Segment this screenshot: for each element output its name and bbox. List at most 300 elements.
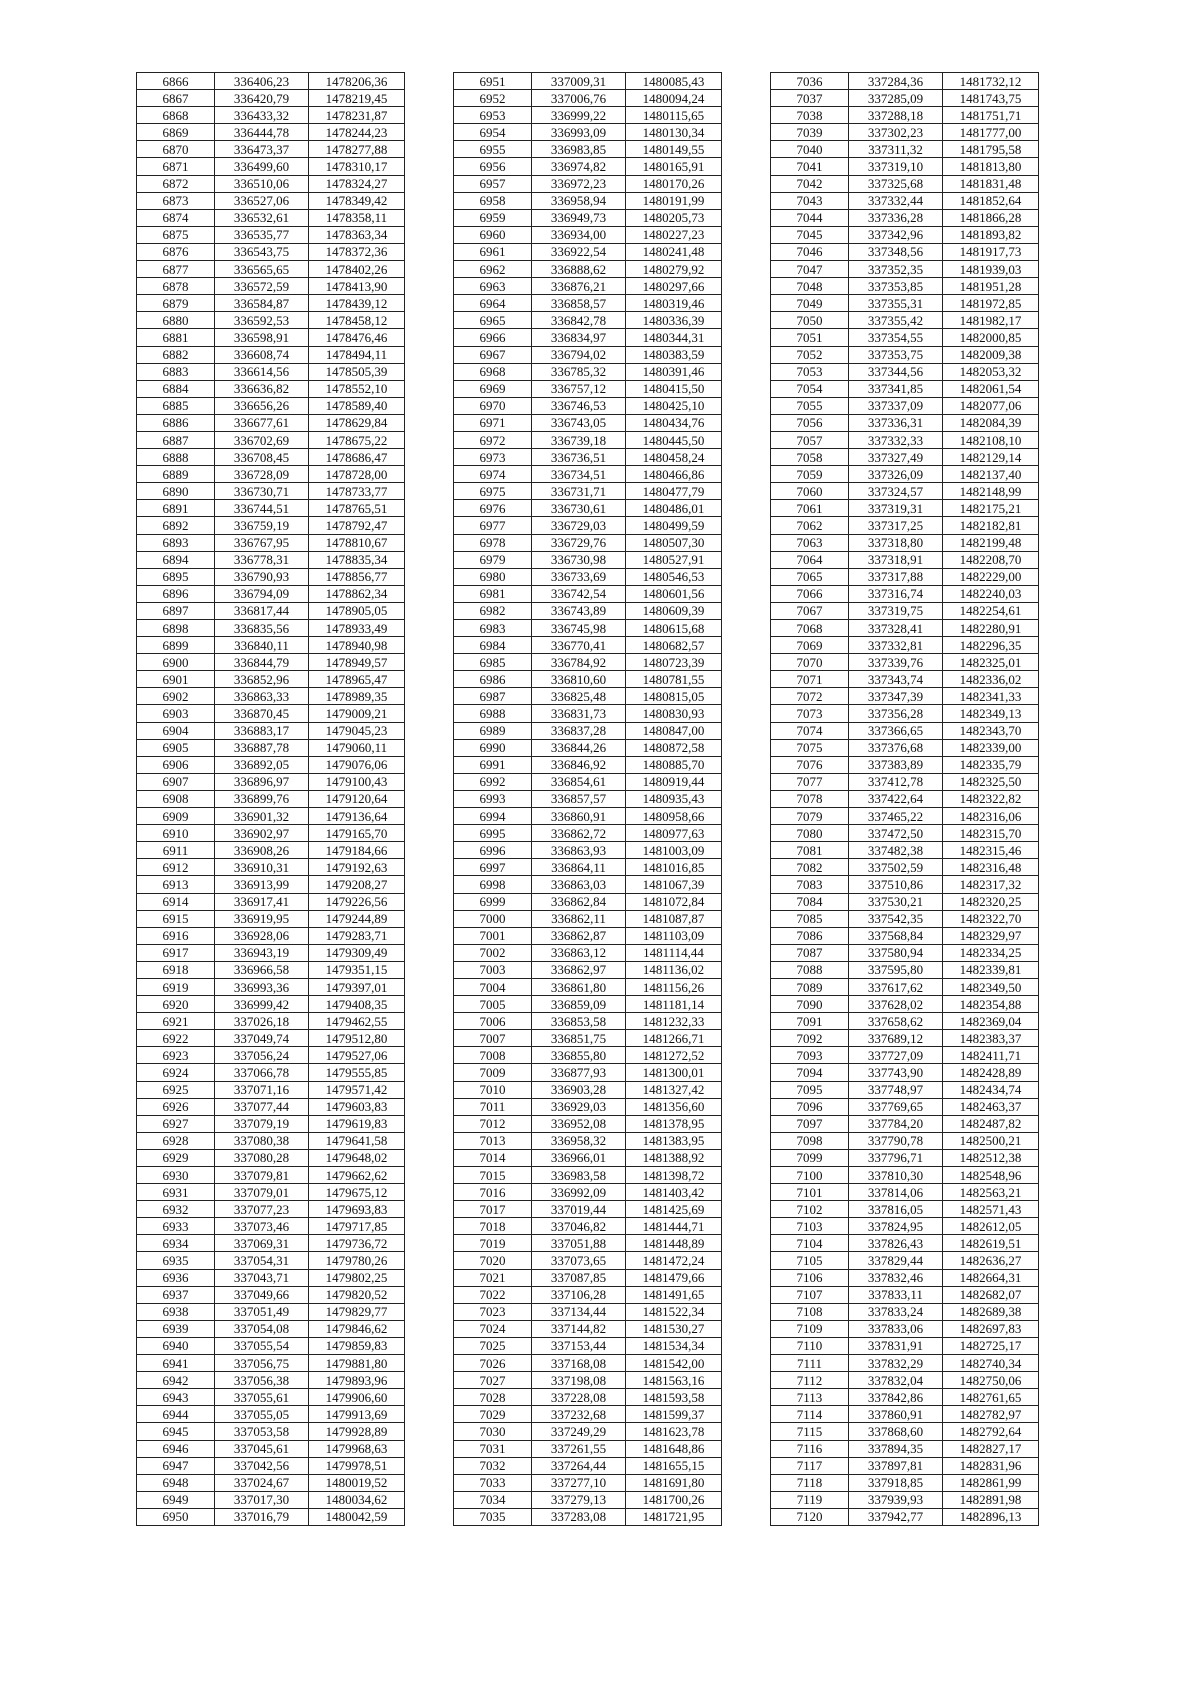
y-coordinate-cell: 1480546,53 [626,568,722,585]
table-row [454,1389,722,1406]
x-coordinate-cell: 336888,62 [532,261,626,278]
y-coordinate-cell: 1482369,04 [943,1013,1039,1030]
point-number-cell: 7000 [454,910,532,927]
point-number-cell: 6964 [454,295,532,312]
y-coordinate-cell: 1482682,07 [943,1286,1039,1303]
x-coordinate-cell: 336728,09 [215,466,309,483]
y-coordinate-cell: 1481777,00 [943,124,1039,141]
x-coordinate-cell: 336730,98 [532,551,626,568]
point-number-cell: 6923 [137,1047,215,1064]
point-number-cell: 6975 [454,483,532,500]
table-row [771,568,1039,585]
table-row [454,1372,722,1389]
point-number-cell: 6872 [137,175,215,192]
y-coordinate-cell: 1479603,83 [309,1098,405,1115]
point-number-cell: 7022 [454,1286,532,1303]
table-row [454,876,722,893]
x-coordinate-cell: 336736,51 [532,449,626,466]
y-coordinate-cell: 1478686,47 [309,449,405,466]
point-number-cell: 7012 [454,1115,532,1132]
y-coordinate-cell: 1481972,85 [943,295,1039,312]
table-row [137,1389,405,1406]
table-row [454,107,722,124]
table-row [137,1508,405,1525]
y-coordinate-cell: 1482199,48 [943,534,1039,551]
x-coordinate-cell: 337049,74 [215,1030,309,1047]
point-number-cell: 6924 [137,1064,215,1081]
y-coordinate-cell: 1478363,34 [309,226,405,243]
table-row [771,1201,1039,1218]
x-coordinate-cell: 337317,88 [849,568,943,585]
y-coordinate-cell: 1480149,55 [626,141,722,158]
y-coordinate-cell: 1482619,51 [943,1235,1039,1252]
y-coordinate-cell: 1481648,86 [626,1440,722,1457]
x-coordinate-cell: 336592,53 [215,312,309,329]
point-number-cell: 6932 [137,1201,215,1218]
y-coordinate-cell: 1482254,61 [943,602,1039,619]
x-coordinate-cell: 336864,11 [532,859,626,876]
y-coordinate-cell: 1481951,28 [943,278,1039,295]
table-row [137,842,405,859]
table-row [454,1115,722,1132]
point-number-cell: 7018 [454,1218,532,1235]
point-number-cell: 6963 [454,278,532,295]
y-coordinate-cell: 1482463,37 [943,1098,1039,1115]
point-number-cell: 7017 [454,1201,532,1218]
point-number-cell: 7088 [771,961,849,978]
table-row [771,346,1039,363]
y-coordinate-cell: 1482334,25 [943,944,1039,961]
point-number-cell: 6918 [137,961,215,978]
point-number-cell: 6893 [137,534,215,551]
table-row [454,261,722,278]
x-coordinate-cell: 337897,81 [849,1457,943,1474]
table-row [771,739,1039,756]
table-row [454,808,722,825]
y-coordinate-cell: 1478231,87 [309,107,405,124]
table-row [137,312,405,329]
table-row [454,73,722,90]
point-number-cell: 6949 [137,1491,215,1508]
x-coordinate-cell: 337017,30 [215,1491,309,1508]
table-row [771,90,1039,107]
table-row [137,1098,405,1115]
y-coordinate-cell: 1480815,05 [626,688,722,705]
y-coordinate-cell: 1479662,62 [309,1167,405,1184]
y-coordinate-cell: 1482792,64 [943,1423,1039,1440]
table-row [454,1337,722,1354]
y-coordinate-cell: 1481378,95 [626,1115,722,1132]
table-row [137,773,405,790]
y-coordinate-cell: 1479408,35 [309,996,405,1013]
table-row [454,1098,722,1115]
table-row [137,825,405,842]
table-row [137,380,405,397]
x-coordinate-cell: 336708,45 [215,449,309,466]
point-number-cell: 6897 [137,602,215,619]
x-coordinate-cell: 337542,35 [849,910,943,927]
table-row [771,312,1039,329]
point-number-cell: 7037 [771,90,849,107]
table-row [137,1320,405,1337]
y-coordinate-cell: 1482182,81 [943,517,1039,534]
x-coordinate-cell: 337530,21 [849,893,943,910]
table-row [771,209,1039,226]
x-coordinate-cell: 337842,86 [849,1389,943,1406]
point-number-cell: 7033 [454,1474,532,1491]
point-number-cell: 7053 [771,363,849,380]
x-coordinate-cell: 336810,60 [532,671,626,688]
y-coordinate-cell: 1480615,68 [626,620,722,637]
x-coordinate-cell: 336952,08 [532,1115,626,1132]
x-coordinate-cell: 337482,38 [849,842,943,859]
table-row [137,414,405,431]
point-number-cell: 6874 [137,209,215,226]
table-row [454,1252,722,1269]
y-coordinate-cell: 1478476,46 [309,329,405,346]
point-number-cell: 7074 [771,722,849,739]
table-row [771,1457,1039,1474]
x-coordinate-cell: 336853,58 [532,1013,626,1030]
x-coordinate-cell: 336784,92 [532,654,626,671]
point-number-cell: 6900 [137,654,215,671]
y-coordinate-cell: 1482689,38 [943,1303,1039,1320]
y-coordinate-cell: 1481327,42 [626,1081,722,1098]
table-row [137,1064,405,1081]
x-coordinate-cell: 337344,56 [849,363,943,380]
point-number-cell: 7023 [454,1303,532,1320]
point-number-cell: 6887 [137,431,215,448]
y-coordinate-cell: 1482354,88 [943,996,1039,1013]
table-row [137,1013,405,1030]
x-coordinate-cell: 336535,77 [215,226,309,243]
y-coordinate-cell: 1479512,80 [309,1030,405,1047]
y-coordinate-cell: 1482612,05 [943,1218,1039,1235]
y-coordinate-cell: 1482411,71 [943,1047,1039,1064]
point-number-cell: 6884 [137,380,215,397]
point-number-cell: 6915 [137,910,215,927]
table-row [771,466,1039,483]
point-number-cell: 7107 [771,1286,849,1303]
y-coordinate-cell: 1481691,80 [626,1474,722,1491]
y-coordinate-cell: 1482664,31 [943,1269,1039,1286]
table-row [454,551,722,568]
point-number-cell: 6944 [137,1406,215,1423]
point-number-cell: 7031 [454,1440,532,1457]
point-number-cell: 6911 [137,842,215,859]
point-number-cell: 6947 [137,1457,215,1474]
y-coordinate-cell: 1479192,63 [309,859,405,876]
x-coordinate-cell: 336743,89 [532,602,626,619]
point-number-cell: 6868 [137,107,215,124]
point-number-cell: 7119 [771,1491,849,1508]
table-row [771,722,1039,739]
table-row [137,261,405,278]
y-coordinate-cell: 1482500,21 [943,1132,1039,1149]
table-row [771,483,1039,500]
y-coordinate-cell: 1478310,17 [309,158,405,175]
table-row [137,790,405,807]
x-coordinate-cell: 337343,74 [849,671,943,688]
table-row [771,243,1039,260]
table-row [454,1286,722,1303]
x-coordinate-cell: 337051,88 [532,1235,626,1252]
x-coordinate-cell: 336983,58 [532,1167,626,1184]
table-row [454,192,722,209]
x-coordinate-cell: 336958,32 [532,1132,626,1149]
y-coordinate-cell: 1482296,35 [943,637,1039,654]
y-coordinate-cell: 1482831,96 [943,1457,1039,1474]
point-number-cell: 7047 [771,261,849,278]
x-coordinate-cell: 337868,60 [849,1423,943,1440]
y-coordinate-cell: 1481479,66 [626,1269,722,1286]
table-row [137,1252,405,1269]
y-coordinate-cell: 1480319,46 [626,295,722,312]
table-row [137,637,405,654]
x-coordinate-cell: 337510,86 [849,876,943,893]
y-coordinate-cell: 1482175,21 [943,500,1039,517]
y-coordinate-cell: 1478324,27 [309,175,405,192]
table-row [771,261,1039,278]
point-number-cell: 7101 [771,1184,849,1201]
point-number-cell: 7064 [771,551,849,568]
table-row [454,978,722,995]
x-coordinate-cell: 337073,65 [532,1252,626,1269]
table-row [771,825,1039,842]
point-number-cell: 7007 [454,1030,532,1047]
y-coordinate-cell: 1481813,80 [943,158,1039,175]
table-row [137,517,405,534]
x-coordinate-cell: 337066,78 [215,1064,309,1081]
point-number-cell: 7056 [771,414,849,431]
table-row [454,1013,722,1030]
table-row [771,1167,1039,1184]
table-row [137,500,405,517]
x-coordinate-cell: 337832,46 [849,1269,943,1286]
table-row [137,1149,405,1166]
y-coordinate-cell: 1479045,23 [309,722,405,739]
point-number-cell: 7043 [771,192,849,209]
y-coordinate-cell: 1481751,71 [943,107,1039,124]
x-coordinate-cell: 336842,78 [532,312,626,329]
point-number-cell: 6954 [454,124,532,141]
x-coordinate-cell: 337769,65 [849,1098,943,1115]
y-coordinate-cell: 1479527,06 [309,1047,405,1064]
point-number-cell: 7039 [771,124,849,141]
x-coordinate-cell: 336794,09 [215,585,309,602]
point-number-cell: 7111 [771,1355,849,1372]
point-number-cell: 6919 [137,978,215,995]
y-coordinate-cell: 1478219,45 [309,90,405,107]
x-coordinate-cell: 337352,35 [849,261,943,278]
table-row [771,1320,1039,1337]
x-coordinate-cell: 337860,91 [849,1406,943,1423]
table-row [137,1184,405,1201]
x-coordinate-cell: 336420,79 [215,90,309,107]
x-coordinate-cell: 337055,61 [215,1389,309,1406]
point-number-cell: 7029 [454,1406,532,1423]
point-number-cell: 7120 [771,1508,849,1525]
y-coordinate-cell: 1481563,16 [626,1372,722,1389]
point-number-cell: 6929 [137,1149,215,1166]
point-number-cell: 6883 [137,363,215,380]
table-row [454,1081,722,1098]
y-coordinate-cell: 1479648,02 [309,1149,405,1166]
point-number-cell: 7035 [454,1508,532,1525]
table-row [771,1440,1039,1457]
x-coordinate-cell: 337336,31 [849,414,943,431]
point-number-cell: 7109 [771,1320,849,1337]
table-row [771,1406,1039,1423]
table-row [771,329,1039,346]
table-row [137,996,405,1013]
point-number-cell: 6882 [137,346,215,363]
x-coordinate-cell: 337053,58 [215,1423,309,1440]
y-coordinate-cell: 1478965,47 [309,671,405,688]
y-coordinate-cell: 1481003,09 [626,842,722,859]
x-coordinate-cell: 337366,65 [849,722,943,739]
table-row [454,927,722,944]
table-row [771,654,1039,671]
table-row [137,756,405,773]
x-coordinate-cell: 337279,13 [532,1491,626,1508]
point-number-cell: 6913 [137,876,215,893]
table-row [771,961,1039,978]
y-coordinate-cell: 1480830,93 [626,705,722,722]
point-number-cell: 7106 [771,1269,849,1286]
point-number-cell: 6909 [137,808,215,825]
table-row [137,107,405,124]
y-coordinate-cell: 1479780,26 [309,1252,405,1269]
y-coordinate-cell: 1480241,48 [626,243,722,260]
x-coordinate-cell: 336834,97 [532,329,626,346]
table-row [454,449,722,466]
table-row [771,141,1039,158]
table-row [454,466,722,483]
table-row [771,1115,1039,1132]
point-number-cell: 6885 [137,397,215,414]
x-coordinate-cell: 336745,98 [532,620,626,637]
x-coordinate-cell: 336656,26 [215,397,309,414]
point-number-cell: 6971 [454,414,532,431]
point-number-cell: 7004 [454,978,532,995]
point-number-cell: 6961 [454,243,532,260]
x-coordinate-cell: 337325,68 [849,175,943,192]
x-coordinate-cell: 337568,84 [849,927,943,944]
y-coordinate-cell: 1482000,85 [943,329,1039,346]
x-coordinate-cell: 337055,05 [215,1406,309,1423]
x-coordinate-cell: 337056,24 [215,1047,309,1064]
x-coordinate-cell: 336999,22 [532,107,626,124]
point-number-cell: 7061 [771,500,849,517]
y-coordinate-cell: 1482487,82 [943,1115,1039,1132]
x-coordinate-cell: 336510,06 [215,175,309,192]
point-number-cell: 6939 [137,1320,215,1337]
y-coordinate-cell: 1478765,51 [309,500,405,517]
table-row [771,534,1039,551]
x-coordinate-cell: 337079,01 [215,1184,309,1201]
y-coordinate-cell: 1479893,96 [309,1372,405,1389]
x-coordinate-cell: 336608,74 [215,346,309,363]
point-number-cell: 7097 [771,1115,849,1132]
x-coordinate-cell: 337071,16 [215,1081,309,1098]
point-number-cell: 6982 [454,602,532,619]
table-row [454,1474,722,1491]
x-coordinate-cell: 337829,44 [849,1252,943,1269]
table-row [454,859,722,876]
point-number-cell: 6952 [454,90,532,107]
y-coordinate-cell: 1481398,72 [626,1167,722,1184]
y-coordinate-cell: 1481087,87 [626,910,722,927]
table-row [454,209,722,226]
point-number-cell: 7070 [771,654,849,671]
x-coordinate-cell: 336863,33 [215,688,309,705]
table-row [454,329,722,346]
x-coordinate-cell: 336910,31 [215,859,309,876]
table-row [771,175,1039,192]
point-number-cell: 6888 [137,449,215,466]
table-row [771,1081,1039,1098]
x-coordinate-cell: 337319,31 [849,500,943,517]
table-row [454,243,722,260]
x-coordinate-cell: 336928,06 [215,927,309,944]
x-coordinate-cell: 337832,04 [849,1372,943,1389]
point-number-cell: 7034 [454,1491,532,1508]
x-coordinate-cell: 336837,28 [532,722,626,739]
table-row [454,705,722,722]
x-coordinate-cell: 337049,66 [215,1286,309,1303]
x-coordinate-cell: 336572,59 [215,278,309,295]
point-number-cell: 6890 [137,483,215,500]
point-number-cell: 6962 [454,261,532,278]
x-coordinate-cell: 337628,02 [849,996,943,1013]
point-number-cell: 7085 [771,910,849,927]
point-number-cell: 6916 [137,927,215,944]
table-row [771,551,1039,568]
table-row [771,500,1039,517]
table-row [454,739,722,756]
x-coordinate-cell: 336958,94 [532,192,626,209]
y-coordinate-cell: 1480499,59 [626,517,722,534]
y-coordinate-cell: 1480434,76 [626,414,722,431]
table-row [454,1047,722,1064]
y-coordinate-cell: 1478244,23 [309,124,405,141]
point-number-cell: 7113 [771,1389,849,1406]
x-coordinate-cell: 337249,29 [532,1423,626,1440]
y-coordinate-cell: 1479913,69 [309,1406,405,1423]
y-coordinate-cell: 1480130,34 [626,124,722,141]
table-row [137,927,405,944]
table-row [454,756,722,773]
point-number-cell: 6930 [137,1167,215,1184]
point-number-cell: 7059 [771,466,849,483]
point-number-cell: 7066 [771,585,849,602]
point-number-cell: 6943 [137,1389,215,1406]
x-coordinate-cell: 336730,61 [532,500,626,517]
y-coordinate-cell: 1482322,70 [943,910,1039,927]
x-coordinate-cell: 337342,96 [849,226,943,243]
y-coordinate-cell: 1478439,12 [309,295,405,312]
point-number-cell: 6866 [137,73,215,90]
x-coordinate-cell: 336543,75 [215,243,309,260]
table-row [454,90,722,107]
table-row [771,1508,1039,1525]
x-coordinate-cell: 337832,29 [849,1355,943,1372]
table-row [137,397,405,414]
y-coordinate-cell: 1480458,24 [626,449,722,466]
table-row [771,414,1039,431]
x-coordinate-cell: 336846,92 [532,756,626,773]
